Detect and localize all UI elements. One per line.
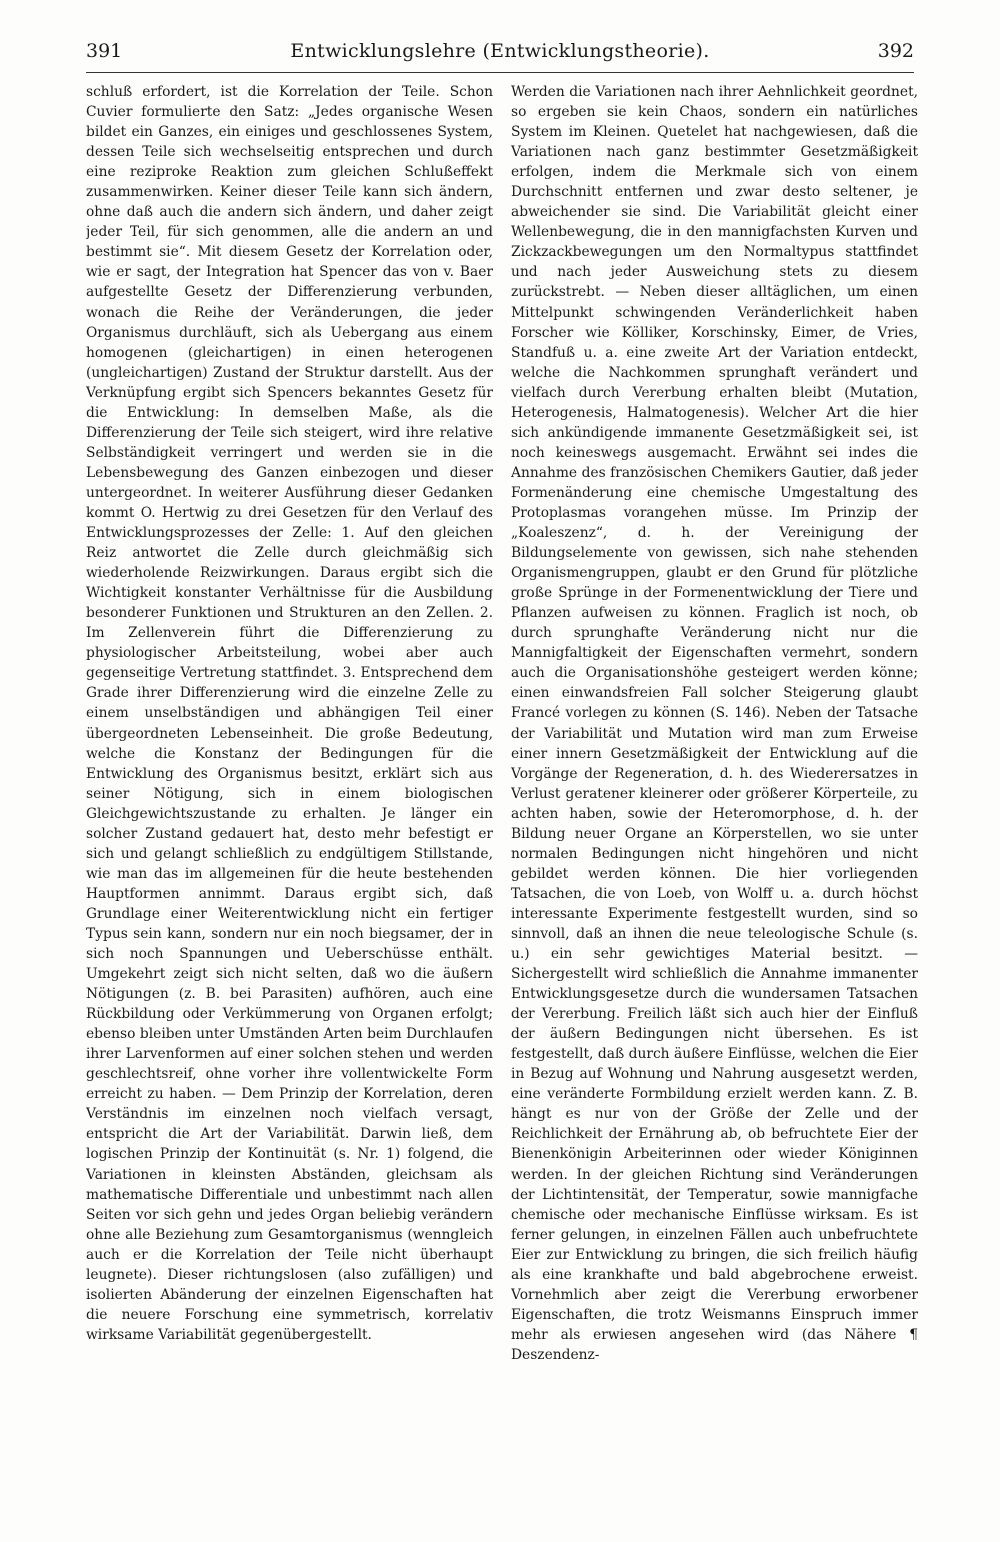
running-title: Entwicklungslehre (Entwicklungstheorie). xyxy=(290,40,710,62)
page-number-left: 391 xyxy=(86,40,123,62)
text-column-right xyxy=(511,82,918,1462)
column-left-text: schluß erfordert, ist die Korrelation der Teile. Schon Cuvier formulierte den Satz: „Jedes organische Wesen bildet ein Ganzes, ein einiges und geschlossenes System, dessen Teile sich wechselseitig entsprechen und durch eine reziproke Reaktion zum gleichen Schlußeffekt zusammenwirken. Keiner dieser Teile kann sich ändern, ohne daß auch die andern sich ändern, und daher zeigt jeder Teil, für sich genommen, alle die andern an und bestimmt sie“. Mit diesem Gesetz der Korrelation oder, wie er sagt, der Integration hat Spencer das von v. Baer aufgestellte Gesetz der Differenzierung verbunden, wonach die Reihe der Veränderungen, die jeder Organismus durchläuft, sich als Uebergang aus einem homogenen (gleichartigen) in einen heterogenen (ungleichartigen) Zustand der Struktur darstellt. Aus der Verknüpfung ergibt sich Spencers bekanntes Gesetz für die Entwicklung: In demselben Maße, als die Differenzierung der Teile sich steigert, wird ihre relative Selbständigkeit verringert und werden sie in die Lebensbewegung des Ganzen einbezogen und dieser untergeordnet. In weiterer Ausführung dieser Gedanken kommt O. Hertwig zu drei Gesetzen für den Verlauf des Entwicklungsprozesses der Zelle: 1. Auf den gleichen Reiz antwortet die Zelle durch gleichmäßig sich wiederholende Reizwirkungen. Daraus ergibt sich die Wichtigkeit konstanter Verhältnisse für die Ausbildung besonderer Funktionen und Strukturen an den Zellen. 2. Im Zellenverein führt die Differenzierung zu physiologischer Arbeitsteilung, wobei aber auch gegenseitige Vertretung stattfindet. 3. Entsprechend dem Grade ihrer Differenzierung wird die einzelne Zelle zu einem unselbständigen und abhängigen Teil einer übergeordneten Lebenseinheit. Die große Bedeutung, welche die Konstanz der Bedingungen für die Entwicklung des Organismus besitzt, erklärt sich aus seiner Nötigung, sich in einem biologischen Gleichgewichtszustande zu erhalten. Je länger ein solcher Zustand gedauert hat, desto mehr befestigt er sich und gelangt schließlich zu endgültigem Stillstande, wie man das im allgemeinen für die heute bestehenden Hauptformen annimmt. Daraus ergibt sich, daß Grundlage einer Weiterentwicklung nicht ein fertiger Typus sein kann, sondern nur ein noch biegsamer, der in sich noch Spannungen und Ueberschüsse enthält. Umgekehrt zeigt sich nicht selten, daß wo die äußern Nötigungen (z. B. bei Parasiten) aufhören, auch eine Rückbildung oder Verkümmerung von Organen erfolgt; ebenso bleiben unter Umständen Arten beim Durchlaufen ihrer Larvenformen auf einer solchen stehen und werden geschlechtsreif, ohne vorher ihre vollentwickelte Form erreicht zu haben. — Dem Prinzip der Korrelation, deren Verständnis im einzelnen noch vielfach versagt, entspricht die Art der Variabilität. Darwin ließ, dem logischen Prinzip der Kontinuität (s. Nr. 1) folgend, die Variationen in kleinsten Abständen, gleichsam als mathematische Differentiale und unbestimmt nach allen Seiten vor sich gehn und jedes Organ beliebig verändern ohne alle Beziehung zum Gesamtorganismus (wenngleich auch er die Korrelation der Teile nicht überhaupt leugnete). Dieser richtungslosen (also zufälligen) und isolierten Abänderung der einzelnen Eigenschaften hat die neuere Forschung eine symmetrisch, korrelativ wirksame Variabilität gegenübergestellt. xyxy=(86,84,493,1343)
header-rule xyxy=(86,72,914,73)
text-column-left xyxy=(86,82,493,1462)
running-header xyxy=(86,40,914,70)
page-number-right: 392 xyxy=(877,40,914,62)
column-right-text: Werden die Variationen nach ihrer Aehnlichkeit geordnet, so ergeben sie kein Chaos, sondern ein natürliches System im Kleinen. Quetelet hat nachgewiesen, daß die Variationen nach ganz bestimmter Gesetzmäßigkeit erfolgen, indem die Merkmale sich von einem Durchschnitt entfernen und zwar desto seltener, je abweichender sie sind. Die Variabilität gleicht einer Wellenbewegung, die in den mannigfachsten Kurven und Zickzackbewegungen um den Normaltypus stattfindet und nach jeder Ausweichung stets zu diesem zurückstrebt. — Neben dieser alltäglichen, um einen Mittelpunkt schwingenden Veränderlichkeit haben Forscher wie Kölliker, Korschinsky, Eimer, de Vries, Standfuß u. a. eine zweite Art der Variation entdeckt, welche die Nachkommen sprunghaft verändert und vielfach durch Vererbung erhalten bleibt (Mutation, Heterogenesis, Halmatogenesis). Welcher Art die hier sich ankündigende immanente Gesetzmäßigkeit sei, ist noch keineswegs ausgemacht. Erwähnt sei indes die Annahme des französischen Chemikers Gautier, daß jeder Formenänderung eine chemische Umgestaltung des Protoplasmas vorangehen müsse. Im Prinzip der „Koaleszenz“, d. h. der Vereinigung der Bildungselemente von gewissen, sich nahe stehenden Organismengruppen, glaubt er den Grund für plötzliche große Sprünge in der Formenentwicklung der Tiere und Pflanzen aufweisen zu können. Fraglich ist noch, ob durch sprunghafte Veränderung nicht nur die Mannigfaltigkeit der Eigenschaften vermehrt, sondern auch die Organisationshöhe gesteigert werden könne; einen einwandsfreien Fall solcher Steigerung glaubt Francé vorlegen zu können (S. 146). Neben der Tatsache der Variabilität und Mutation wird man zum Erweise einer innern Gesetzmäßigkeit der Entwicklung auf die Vorgänge der Regeneration, d. h. des Wiederersatzes in Verlust geratener kleinerer oder größerer Körperteile, zu achten haben, sowie der Heteromorphose, d. h. der Bildung neuer Organe an Körperstellen, wo sie unter normalen Bedingungen nicht hingehören und nicht gebildet werden können. Die hier vorliegenden Tatsachen, die von Loeb, von Wolff u. a. durch höchst interessante Experimente festgestellt wurden, sind so sinnvoll, daß an ihnen die neue teleologische Schule (s. u.) ein sehr gewichtiges Material besitzt. — Sichergestellt wird schließlich die Annahme immanenter Entwicklungsgesetze durch die wundersamen Tatsachen der Vererbung. Freilich läßt sich auch hier der Einfluß der äußern Bedingungen nicht übersehen. Es ist festgestellt, daß durch äußere Einflüsse, welchen die Eier in Bezug auf Wohnung und Nahrung ausgesetzt werden, eine veränderte Formbildung erzielt werden kann. Z. B. hängt es nur von der Größe der Zelle und der Reichlichkeit der Ernährung ab, ob befruchtete Eier der Bienenkönigin Arbeiterinnen oder wieder Königinnen werden. In der gleichen Richtung sind Veränderungen der Lichtintensität, der Temperatur, sowie mannigfache chemische oder mechanische Einflüsse wirksam. Es ist ferner gelungen, in einzelnen Fällen auch unbefruchtete Eier zur Entwicklung zu bringen, die sich freilich häufig als eine krankhafte und bald abgebrochene erweist. Vornehmlich aber zeigt die Vererbung erworbener Eigenschaften, die trotz Weismanns Einspruch immer mehr als erwiesen angesehen wird (das Nähere ¶ Deszendenz- xyxy=(511,84,918,1363)
